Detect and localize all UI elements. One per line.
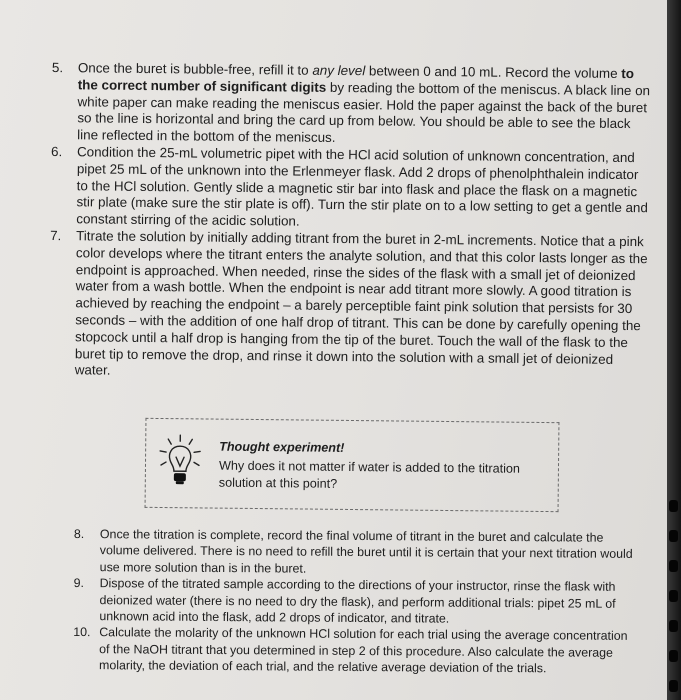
item-text: between 0 and 10 mL. Record the volume bbox=[365, 63, 622, 81]
item-text: Condition the 25-mL volumetric pipet with the HCl acid solution of unknown concentration, and pipet 25 mL of the unknown into the Erlenmeyer flask. Add 2 drops of phenolphthalein indicator to the HCl solution. Gently slide a magnetic stir bar into flask and place the flask on a magnetic stir plate (make sure the stir plate is off). Turn the stir plate on to a low setting to get a gentle and constant stirring of the acidic solution. bbox=[76, 144, 648, 229]
thought-experiment-box bbox=[145, 418, 560, 512]
binding-edge bbox=[667, 0, 681, 700]
procedure-list-top bbox=[49, 60, 652, 385]
item-text: Dispose of the titrated sample according to the directions of your instructor, rinse the flask with deionized water (there is no need to dry the flask), and perform additional trials: pipet 25 mL of unknown acid into the flask, add 2 drops of indicator, and titrate. bbox=[99, 576, 616, 626]
binding-hole bbox=[669, 680, 678, 692]
item-number: 9. bbox=[73, 576, 84, 591]
binding-hole bbox=[669, 560, 678, 572]
procedure-list-bottom bbox=[73, 526, 634, 678]
item-text: Once the buret is bubble-free, refill it to bbox=[77, 60, 313, 78]
list-item-10 bbox=[73, 624, 633, 677]
item-text: by reading the bottom of the meniscus. A black line on white paper can make reading the meniscus easier. Hold the paper against the back of the buret so the line is horizontal and bring the card up from below. You should be able to see the black line reflected in the bottom of the meniscus. bbox=[77, 79, 651, 146]
item-strong: to the correct number of significant digits bbox=[77, 65, 635, 95]
thought-body: Why does it not matter if water is added to the titration solution at this point? bbox=[218, 458, 521, 491]
list-item-5 bbox=[51, 60, 652, 150]
list-item-6 bbox=[50, 144, 651, 234]
list-item-8 bbox=[74, 526, 634, 579]
binding-hole bbox=[669, 530, 678, 542]
lightbulb-icon bbox=[158, 433, 203, 493]
item-number: 10. bbox=[73, 625, 91, 640]
item-emphasis: any level bbox=[312, 62, 366, 79]
list-item-7 bbox=[49, 228, 651, 385]
item-text: Once the titration is complete, record the final volume of titrant in the buret and calculate the volume delivered. There is no need to refill the buret until it is certain that your next titration would use more solution than is in the buret. bbox=[99, 527, 633, 576]
list-item-9 bbox=[73, 575, 633, 628]
thought-title: Thought experiment! bbox=[219, 439, 345, 455]
item-number: 7. bbox=[50, 227, 62, 244]
binding-hole bbox=[669, 590, 678, 602]
binding-hole bbox=[669, 620, 678, 632]
item-number: 5. bbox=[51, 60, 64, 76]
binding-hole bbox=[669, 500, 678, 512]
item-number: 8. bbox=[73, 527, 85, 542]
item-number: 6. bbox=[50, 143, 63, 160]
item-text: Calculate the molarity of the unknown HCl solution for each trial using the average concentration of the NaOH titrant that you determined in step 2 of this procedure. Also calculate the average molarity, the deviation of each trial, and the relative average deviation of the trials. bbox=[98, 625, 628, 676]
item-text: Titrate the solution by initially adding titrant from the buret in 2-mL increments. Notice that a pink color develops where the titrant enters the analyte solution, and that this color lasts longer as the endpoint is approached. When needed, rinse the sides of the flask with a small jet of deionized water from a wash bottle. When the endpoint is near add titrant more slowly. A good titration is achieved by reaching the endpoint – a barely perceptible faint pink solution that persists for 30 seconds – with the addition of one half drop of titrant. This can be done by carefully opening the stopcock until a half drop is hanging from the tip of the buret. Touch the wall of the flask to the buret tip to remove the drop, and rinse it down into the solution with a small jet of deionized water. bbox=[74, 228, 648, 378]
binding-hole bbox=[669, 650, 678, 662]
